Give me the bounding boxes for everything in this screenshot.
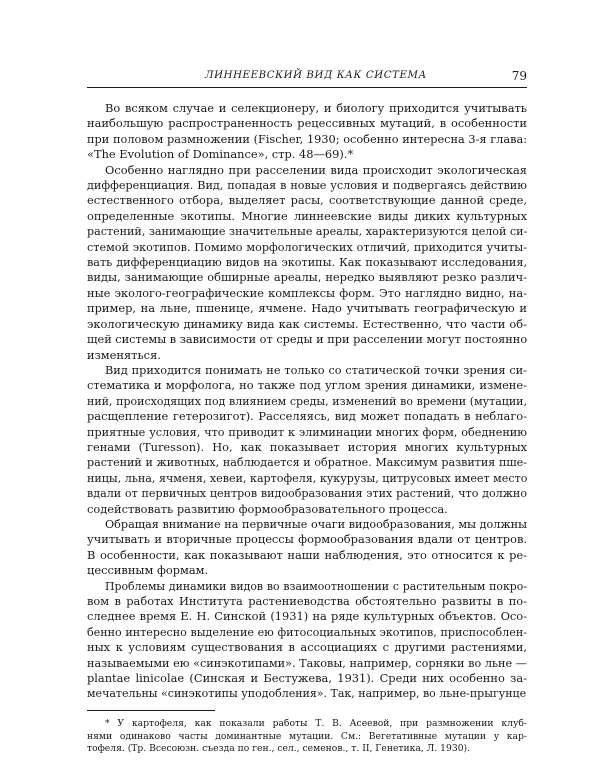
text-line: содействовать развитию формообразовательного процесса. [87, 501, 448, 516]
text-line: вдали от первичных центров видообразования этих растений, что должно [87, 487, 527, 501]
footnote-rule [87, 710, 215, 711]
text-line: при половом размножении (Fischer, 1930; особенно интересна 3-я глава: [87, 132, 527, 146]
text-line: цессивным формам. [87, 563, 209, 578]
text-line: стематика и морфолога, но также под углом зрения динамики, измене- [87, 378, 527, 393]
text-line: приятные условия, что приводит к элиминации многих форм, обеднению [87, 425, 527, 439]
body-text [87, 101, 527, 702]
text-line: растений и животных, наблюдается и обратное. Максимум развития пше- [87, 456, 527, 470]
text-line: следнее время Е. Н. Синской (1931) на ряде культурных объектов. Осо- [87, 609, 527, 624]
footnote-line: нями одинаково часты доминантные мутации. См.: Вегетативные мутации у кар- [87, 730, 527, 742]
text-line: стемой экотипов. Помимо морфологических отличий, приходится учиты- [87, 240, 527, 254]
text-line: естественного отбора, выделяет расы, соответствующие данной среде, [87, 193, 527, 208]
text-line: расщепление гетерозигот). Расселяясь, вид может попадать в неблаго- [87, 409, 527, 424]
text-line: Проблемы динамики видов во взаимоотношении с растительным покро- [105, 579, 527, 593]
text-line: учитывать и вторичные процессы формообразования вдали от центров. [87, 532, 527, 547]
text-line: В особенности, как показывают наши наблюдения, это относится к ре- [87, 547, 527, 562]
text-line: plantae linicolae (Синская и Бестужева, 1931). Среди них особенно за- [87, 671, 527, 686]
text-line: бенно интересно выделение ею фитосоциальных экотипов, приспособлен- [87, 625, 527, 639]
text-line: ных к условиям существования в ассоциациях с другими растениями, [87, 640, 527, 655]
text-line: вать дифференциацию видов на экотипы. Как показывают исследования, [87, 256, 527, 270]
paragraph [87, 517, 527, 579]
text-line: виды, занимающие обширные ареалы, нередко выявляют резко различ- [87, 270, 527, 285]
header-rule [87, 87, 527, 88]
running-title: ЛИННЕЕВСКИЙ ВИД КАК СИСТЕМА [205, 70, 427, 81]
text-line: Во всяком случае и селекционеру, и биологу приходится учитывать [105, 101, 527, 115]
text-line: дифференциация. Вид, попадая в новые условия и подвергаясь действию [87, 179, 527, 193]
text-line: ний, происходящих под влиянием среды, изменений во времени (мутации, [87, 394, 527, 408]
text-line: ницы, льна, ячменя, хевеи, картофеля, кукурузы, цитрусовых имеет место [87, 471, 528, 485]
text-line: экологическую динамику вида как системы. Естественно, что части об- [87, 316, 527, 331]
footnote [87, 718, 527, 756]
text-line: Вид приходится понимать не только со статической точки зрения си- [105, 363, 527, 377]
text-line: называемыми ею «синэкотипами». Таковы, например, сорняки во льне — [87, 656, 527, 670]
footnote-line: тофеля. (Тр. Всесоюзн. съезда по ген., сел., семенов., т. II, Генетика, Л. 1930). [87, 743, 471, 755]
text-line: изменяться. [87, 347, 161, 362]
paragraph [87, 163, 527, 363]
paragraph [87, 579, 527, 702]
text-line: вом в работах Института растениеводства обстоятельно развиты в по- [87, 594, 527, 608]
text-line: щей системы в зависимости от среды и при расселении могут постоянно [87, 333, 528, 347]
paragraph [87, 101, 527, 163]
text-line: Обращая внимание на первичные очаги видообразования, мы должны [105, 517, 527, 531]
paragraph [87, 363, 527, 517]
text-line: наибольшую распространенность рецессивных мутаций, в особенности [87, 116, 527, 131]
text-line: ные эколого-географические комплексы форм. Это наглядно видно, на- [87, 285, 527, 300]
text-line: «The Evolution of Dominance», стр. 48—69).* [87, 147, 354, 162]
text-line: определенные экотипы. Многие линнеевские виды диких культурных [87, 208, 527, 223]
running-header [87, 70, 527, 88]
text-line: пример, на льне, пшенице, ячмене. Надо учитывать географическую и [87, 301, 527, 316]
text-line: генами (Turesson). Но, как показывает история многих культурных [87, 439, 527, 454]
text-line: растений, занимающие значительные ареалы, характеризуются целой си- [87, 225, 528, 239]
footnote-line: * У картофеля, как показали работы Т. В. Асеевой, при размножении клуб- [105, 718, 527, 729]
text-line: мечательны «синэкотипы уподобления». Так, например, во льне-прыгунце [87, 687, 527, 701]
text-line: Особенно наглядно при расселении вида происходит экологическая [105, 162, 527, 177]
page-number: 79 [511, 69, 527, 83]
